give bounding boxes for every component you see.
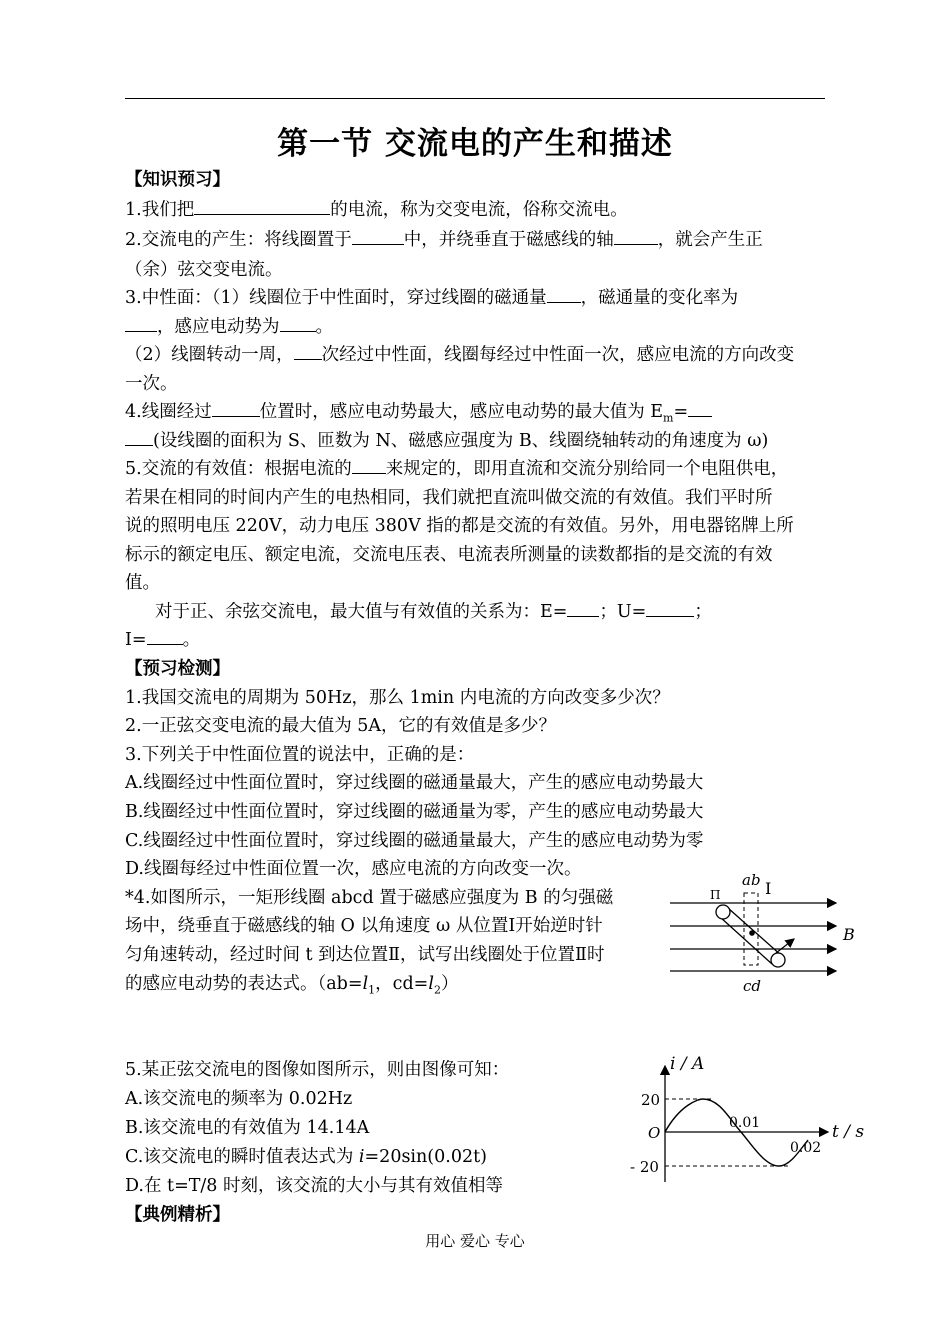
preview-line-4: 3.中性面：（1）线圈位于中性面时，穿过线圈的磁通量 ，磁通量的变化率为 (125, 288, 739, 308)
question-3-option-b: B.线圈经过中性面位置时，穿过线圈的磁通量为零，产生的感应电动势最大 (125, 802, 704, 822)
current-graph (630, 1050, 870, 1190)
question-4-line-1: *4.如图所示，一矩形线圈 abcd 置于磁感应强度为 B 的匀强磁 (125, 888, 614, 908)
question-3-option-d: D.线圈每经过中性面位置一次，感应电流的方向改变一次。 (125, 859, 582, 879)
question-5-option-d: D.在 t=T/8 时刻，该交流的大小与其有效值相等 (125, 1176, 503, 1196)
preview-line-7: 一次。 (125, 374, 178, 394)
question-1: 1.我国交流电的周期为 50Hz，那么 1min 内电流的方向改变多少次？ (125, 688, 670, 708)
preview-line-13: 标示的额定电压、额定电流，交流电压表、电流表所测量的读数都指的是交流的有效 (125, 545, 773, 565)
section-preview-heading: 【知识预习】 (125, 170, 230, 190)
preview-line-3: （余）弦交变电流。 (125, 260, 283, 280)
preview-line-10: 5.交流的有效值：根据电流的 来规定的，即用直流和交流分别给同一个电阻供电， (125, 459, 789, 479)
tick-0-01-label: 0.01 (729, 1115, 761, 1131)
question-5: 5.某正弦交流电的图像如图所示，则由图像可知： (125, 1060, 510, 1080)
preview-line-12: 说的照明电压 220V，动力电压 380V 指的都是交流的有效值。另外，用电器铭牌上所 (125, 516, 794, 536)
label-position-2: Π (710, 888, 721, 902)
coil-side-cd (771, 953, 785, 967)
section-examples-heading: 【典例精析】 (125, 1205, 230, 1225)
label-cd: cd (743, 977, 762, 995)
preview-line-15: 对于正、余弦交流电，最大值与有效值的关系为：E= ；U= ； (155, 602, 712, 622)
preview-line-2: 2.交流电的产生：将线圈置于 中，并绕垂直于磁感线的轴 ，就会产生正 (125, 230, 763, 250)
section-check-heading: 【预习检测】 (125, 659, 230, 679)
question-3-option-a: A.线圈经过中性面位置时，穿过线圈的磁通量最大，产生的感应电动势最大 (125, 773, 704, 793)
label-field-b: B (843, 925, 855, 944)
question-4-line-3: 匀角速转动，经过时间 t 到达位置Ⅱ，试写出线圈处于位置Ⅱ时 (125, 945, 605, 965)
page-footer: 用心 爱心 专心 (425, 1232, 525, 1250)
y-axis-label: i / A (670, 1054, 705, 1074)
preview-line-1: 1.我们把 的电流，称为交变电流，俗称交流电。 (125, 200, 628, 220)
rotation-arrow (776, 939, 794, 953)
question-3-option-c: C.线圈经过中性面位置时，穿过线圈的磁通量最大，产生的感应电动势为零 (125, 831, 704, 851)
question-4-line-4: 的感应电动势的表达式。（$ab=l_1$，$cd=l_2$） (125, 974, 459, 997)
page-title: 第一节 交流电的产生和描述 (277, 126, 673, 162)
preview-line-5: ，感应电动势为 。 (125, 315, 333, 339)
question-5-option-c: C.该交流电的瞬时值表达式为 i=20sin(0.02t) (125, 1147, 487, 1167)
origin-label: O (648, 1124, 661, 1142)
rotation-axis (749, 930, 755, 936)
preview-line-8: 4.线圈经过 位置时，感应电动势最大，感应电动势的最大值为 $E_m=$ (125, 400, 712, 431)
header-rule (125, 98, 825, 99)
preview-line-11: 若果在相同的时间内产生的电热相同，我们就把直流叫做交流的有效值。我们平时所 (125, 488, 773, 508)
preview-line-6: （2）线圈转动一周， 次经过中性面，线圈每经过中性面一次，感应电流的方向改变 (125, 345, 795, 365)
preview-line-16: I= 。 (125, 630, 201, 650)
label-position-1: I (765, 879, 772, 898)
preview-line-9: (设线圈的面积为 S、匝数为 N、磁感应强度为 B、线圈绕轴转动的角速度为 ω) (125, 429, 768, 453)
label-ab: ab (742, 871, 761, 889)
coil-side-ab (716, 905, 730, 919)
y-min-label: - 20 (630, 1158, 659, 1176)
coil-field-figure (660, 865, 870, 1000)
question-2: 2.一正弦交变电流的最大值为 5A，它的有效值是多少？ (125, 716, 557, 736)
y-max-label: 20 (641, 1091, 661, 1109)
question-4-line-2: 场中，绕垂直于磁感线的轴 O 以角速度 ω 从位置Ⅰ开始逆时针 (125, 916, 603, 936)
question-5-option-b: B.该交流电的有效值为 14.14A (125, 1118, 370, 1138)
x-axis-label: t / s (832, 1122, 865, 1142)
question-5-option-a: A.该交流电的频率为 0.02Hz (125, 1089, 353, 1109)
question-3: 3.下列关于中性面位置的说法中，正确的是： (125, 745, 475, 765)
preview-line-14: 值。 (125, 573, 160, 593)
tick-0-02-label: 0.02 (790, 1140, 822, 1156)
